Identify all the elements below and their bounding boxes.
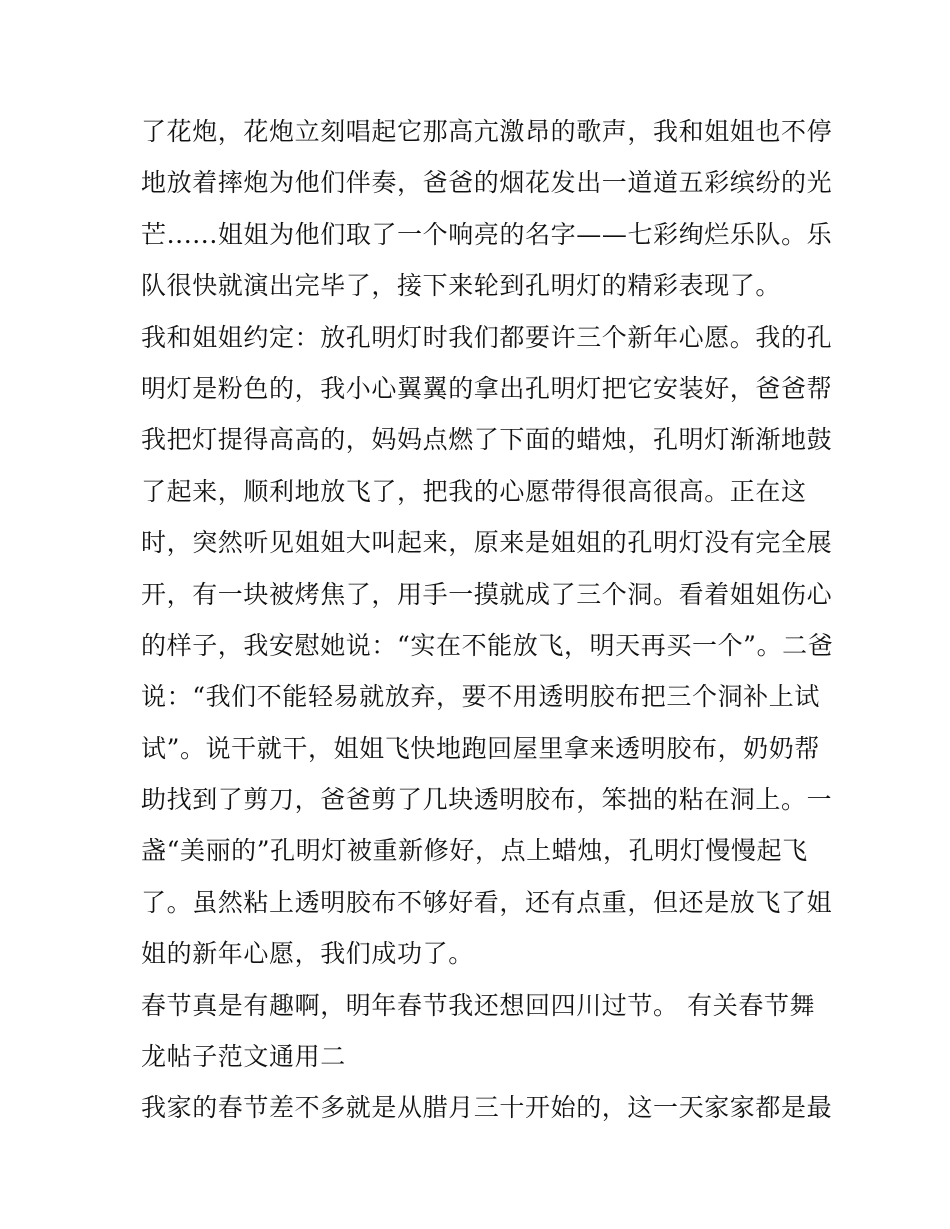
text-line: 明灯是粉色的，我小心翼翼的拿出孔明灯把它安装好，爸爸帮 (141, 373, 833, 403)
text-line: 助找到了剪刀，爸爸剪了几块透明胶布，笨拙的粘在洞上。一 (141, 785, 833, 815)
text-line: 时，突然听见姐姐大叫起来，原来是姐姐的孔明灯没有完全展 (141, 528, 833, 558)
text-line: 我把灯提得高高的，妈妈点燃了下面的蜡烛，孔明灯渐渐地鼓 (141, 425, 833, 455)
text-line: 试”。说干就干，姐姐飞快地跑回屋里拿来透明胶布，奶奶帮 (141, 733, 820, 763)
text-line: 了花炮，花炮立刻唱起它那高亢激昂的歌声，我和姐姐也不停 (141, 117, 833, 146)
text-line: 盏“美丽的”孔明灯被重新修好，点上蜡烛，孔明灯慢慢起飞 (141, 836, 808, 866)
text-line: 姐的新年心愿，我们成功了。 (141, 939, 474, 969)
text-line: 春节真是有趣啊，明年春节我还想回四川过节。 有关春节舞 (141, 990, 816, 1020)
text-line: 开，有一块被烤焦了，用手一摸就成了三个洞。看着姐姐伤心 (141, 579, 833, 609)
text-line: 地放着摔炮为他们伴奏，爸爸的烟花发出一道道五彩缤纷的光 (141, 168, 833, 198)
text-line: 芒......姐姐为他们取了一个响亮的名字——七彩绚烂乐队。乐 (141, 219, 833, 249)
text-line: 龙帖子范文通用二 (141, 1042, 346, 1072)
text-line: 的样子，我安慰她说：“实在不能放飞，明天再买一个”。二爸 (141, 630, 834, 660)
text-line: 说：“我们不能轻易就放弃，要不用透明胶布把三个洞补上试 (141, 682, 820, 712)
text-line: 我和姐姐约定：放孔明灯时我们都要许三个新年心愿。我的孔 (141, 322, 833, 352)
text-line: 我家的春节差不多就是从腊月三十开始的，这一天家家都是最 (141, 1093, 833, 1123)
body-text (141, 106, 834, 1134)
text-line: 队很快就演出完毕了，接下来轮到孔明灯的精彩表现了。 (141, 271, 782, 301)
text-line: 了起来，顺利地放飞了，把我的心愿带得很高很高。正在这 (141, 476, 807, 506)
text-line: 了。虽然粘上透明胶布不够好看，还有点重，但还是放飞了姐 (141, 887, 833, 917)
